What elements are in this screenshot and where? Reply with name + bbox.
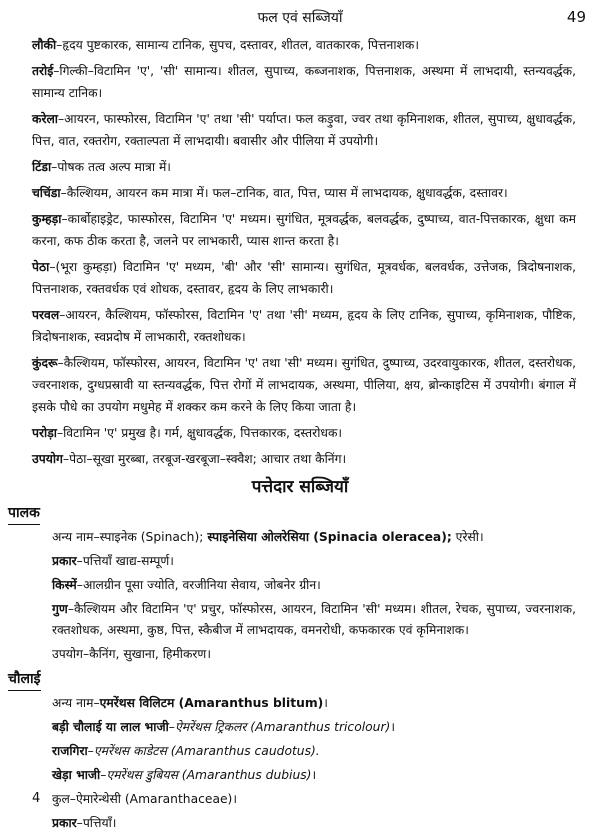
term-label: अन्य नाम [52, 696, 94, 710]
term-text: आलग्रीन पूसा ज्योति, वरजीनिया सेवाय, जोबनेर ग्रीन। [82, 578, 321, 592]
page-number: 49 [566, 8, 586, 26]
running-title: फल एवं सब्जियाँ [257, 10, 343, 26]
entry-term: चचिंडा [32, 186, 61, 200]
entry-tinda: टिंडा–पोषक तत्व अल्प मात्रा में। [32, 160, 171, 174]
entry-term: लौकी [32, 38, 57, 52]
entry-text: (भूरा कुम्हड़ा) विटामिन 'ए' मध्यम, 'बी' और 'सी' सामान्य। सुगंधित, मूत्रवर्धक, बलवर्धक, उत्तेजक, त्रिदोषनाशक, पित्तनाशक, रक्तवर्धक एवं शोधक, दस्तावर, हृदय के लिए लाभकारी। [32, 260, 576, 296]
entry-text: कैल्शियम, आयरन कम मात्रा में। फल–टानिक, वात, पित्त, प्यास में लाभदायक, क्षुधावर्द्धक, दस्तावर। [66, 186, 508, 200]
palak-heading: पालक [8, 502, 40, 525]
term-text: स्पाइनेक (Spinach); [99, 530, 208, 544]
entry-term: करेला [32, 112, 58, 126]
palak-varieties: किस्में–आलग्रीन पूसा ज्योति, वरजीनिया सेवाय, जोबनेर ग्रीन। [52, 578, 321, 592]
entry-parwal: परवल–आयरन, कैल्शियम, फॉस्फोरस, विटामिन 'ए' तथा 'सी' मध्यम, हृदय के लिए टानिक, सुपाच्य, कृमिनाशक, पौष्टिक, त्रिदोषनाशक, स्वप्नदोष में लाभकारी, रक्तशोधक। [32, 308, 576, 344]
palak-type: प्रकार–पत्तियाँ खाद्य-सम्पूर्ण। [52, 554, 174, 568]
palak-properties: गुण–कैल्शियम और विटामिन 'ए' प्रचुर, फॉस्फोरस, आयरन, विटामिन 'सी' मध्यम। शीतल, रेचक, सुपाच्य, ज्वरनाशक, रक्तशोधक, अस्थमा, कुष्ठ, पित्त, स्कैबीज में लाभदायक, वमनरोधी, कफकारक एवं कृमिनाशक। [52, 602, 576, 637]
entry-text: पेठा–सूखा मुरब्बा, तरबूज-खरबूजा–स्क्वैश; आचार तथा कैनिंग। [69, 452, 347, 466]
palak-use: उपयोग–कैनिंग, सुखाना, हिमीकरण। [52, 647, 211, 661]
palak-block [0, 502, 600, 665]
chaulai-kheda: खेड़ा भाजी–एमरेंथस डुबियस (Amaranthus dubius)। [52, 768, 317, 782]
entry-text: कार्बोहाइड्रेट, फास्फोरस, विटामिन 'ए' मध्यम। सुगंधित, मूत्रवर्द्धक, बलवर्द्धक, दुष्पाच्य, वात-पित्तकारक, क्षुधा कम करना, कफ ठीक करता है, जलने पर लाभकारी, प्यास शान्त करता है। [32, 212, 576, 248]
entry-text: विटामिन 'ए' प्रमुख है। गर्म, क्षुधावर्द्धक, पित्तकारक, दस्तरोधक। [63, 426, 343, 440]
term-label: प्रकार [52, 554, 77, 568]
chaulai-block [0, 668, 600, 834]
entry-upyog: उपयोग–पेठा–सूखा मुरब्बा, तरबूज-खरबूजा–स्क्वैश; आचार तथा कैनिंग। [32, 452, 347, 466]
term-text: ऐमरेंथस ट्रिकलर (Amaranthus tricolour) [174, 720, 391, 734]
entry-text: आयरन, फास्फोरस, विटामिन 'ए' तथा 'सी' पर्याप्त। फल कड़ुवा, ज्वर तथा कृमिनाशक, शीतल, सुपाच्य, क्षुधावर्द्धक, पित्त, वात, रक्तरोग, रक्ताल्पता में लाभदायी। बवासीर और पीलिया में उपयोगी। [32, 112, 576, 148]
chaulai-type: प्रकार–पत्तियाँ। [52, 816, 117, 830]
entry-text: आयरन, कैल्शियम, फॉस्फोरस, विटामिन 'ए' तथा 'सी' मध्यम, हृदय के लिए टानिक, सुपाच्य, कृमिनाशक, पौष्टिक, त्रिदोषनाशक, स्वप्नदोष में लाभकारी, रक्तशोधक। [32, 308, 576, 344]
section-title: पत्तेदार सब्जियाँ [251, 477, 349, 497]
entry-toroi: तरोई–गिल्की–विटामिन 'ए', 'सी' सामान्य। शीतल, सुपाच्य, कब्जनाशक, पित्तनाशक, अस्थमा में लाभदायी, स्तन्यवर्द्धक, सामान्य टानिक। [32, 64, 576, 100]
term-text: पत्तियाँ। [82, 816, 117, 830]
term-text: एमरेंथस डुबियस (Amaranthus dubius) [106, 768, 312, 782]
term-label: उपयोग [52, 647, 83, 661]
term-text: पत्तियाँ खाद्य-सम्पूर्ण। [82, 554, 174, 568]
entry-paroda: परोड़ा–विटामिन 'ए' प्रमुख है। गर्म, क्षुधावर्द्धक, पित्तकारक, दस्तरोधक। [32, 426, 343, 440]
entry-term: तरोई [32, 64, 54, 78]
term-tail: एरेसी। [451, 530, 484, 544]
entry-karela: करेला–आयरन, फास्फोरस, विटामिन 'ए' तथा 'सी' पर्याप्त। फल कड़ुवा, ज्वर तथा कृमिनाशक, शीतल, सुपाच्य, क्षुधावर्द्धक, पित्त, वात, रक्तरोग, रक्ताल्पता में लाभदायी। बवासीर और पीलिया में उपयोगी। [32, 112, 576, 148]
entry-lauki: लौकी–हृदय पुष्टकारक, सामान्य टानिक, सुपच, दस्तावर, शीतल, वातकारक, पित्तनाशक। [32, 38, 420, 52]
entry-term: कुंदरू [32, 356, 58, 370]
term-label: प्रकार [52, 816, 77, 830]
entry-term: परवल [32, 308, 60, 322]
term-label: बड़ी चौलाई या लाल भाजी [52, 720, 169, 734]
term-text: एमरेंथस काडेटस (Amaranthus caudotus). [93, 744, 320, 758]
entry-term: पेठा [32, 260, 50, 274]
entry-kumhda: कुम्हड़ा–कार्बोहाइड्रेट, फास्फोरस, विटामिन 'ए' मध्यम। सुगंधित, मूत्रवर्द्धक, बलवर्द्धक, दुष्पाच्य, वात-पित्तकारक, क्षुधा कम करना, कफ ठीक करता है, जलने पर लाभकारी, प्यास शान्त करता है। [32, 212, 576, 248]
chaulai-badi: बड़ी चौलाई या लाल भाजी–ऐमरेंथस ट्रिकलर (Amaranthus tricolour)। [52, 720, 395, 734]
palak-alt-names: अन्य नाम–स्पाइनेक (Spinach); स्पाइनेसिया ओलरेसिया (Spinacia oleracea); एरेसी। [52, 530, 484, 544]
scientific-name: स्पाइनेसिया ओलरेसिया (Spinacia oleracea); [207, 530, 452, 544]
term-label: किस्में [52, 578, 77, 592]
chaulai-heading: चौलाई [8, 668, 41, 691]
term-label: राजगिरा [52, 744, 88, 758]
chaulai-kul: कुल–ऐमारेन्थेसी (Amaranthaceae)। [52, 792, 238, 806]
term-text: कैनिंग, सुखाना, हिमीकरण। [89, 647, 211, 661]
entry-petha: पेठा–(भूरा कुम्हड़ा) विटामिन 'ए' मध्यम, 'बी' और 'सी' सामान्य। सुगंधित, मूत्रवर्धक, बलवर्धक, उत्तेजक, त्रिदोषनाशक, पित्तनाशक, रक्तवर्धक एवं शोधक, दस्तावर, हृदय के लिए लाभकारी। [32, 260, 576, 296]
term-text: ऐमारेन्थेसी (Amaranthaceae) [75, 792, 233, 806]
chaulai-rajgira: राजगिरा–एमरेंथस काडेटस (Amaranthus caudotus). [52, 744, 320, 758]
entry-text: गिल्की–विटामिन 'ए', 'सी' सामान्य। शीतल, सुपाच्य, कब्जनाशक, पित्तनाशक, अस्थमा में लाभदायी, स्तन्यवर्द्धक, सामान्य टानिक। [32, 64, 576, 100]
entry-term: परोड़ा [32, 426, 57, 440]
term-label: खेड़ा भाजी [52, 768, 101, 782]
entry-term: कुम्हड़ा [32, 212, 62, 226]
scientific-name: एमरेंथस विलिटम (Amaranthus blitum) [99, 696, 324, 710]
term-label: कुल [52, 792, 70, 806]
entry-kundru: कुंदरू–कैल्शियम, फॉस्फोरस, आयरन, विटामिन 'ए' तथा 'सी' मध्यम। सुगंधित, दुष्पाच्य, उदरवायुकारक, शीतल, दस्तरोधक, ज्वरनाशक, दुग्धप्रस्रावी या स्तन्यवर्द्धक, पित्त रोगों में लाभदायक, अस्थमा, पीलिया, क्षय, ब्रोन्काइटिस में उपयोगी। बंगाल में इसके पौधे का उपयोग मधुमेह में शक्कर कम करने के लिए किया जाता है। [32, 356, 576, 414]
entry-text: पोषक तत्व अल्प मात्रा में। [57, 160, 171, 174]
term-text: कैल्शियम और विटामिन 'ए' प्रचुर, फॉस्फोरस, आयरन, विटामिन 'सी' मध्यम। शीतल, रेचक, सुपाच्य, ज्वरनाशक, रक्तशोधक, अस्थमा, कुष्ठ, पित्त, स्कैबीज में लाभदायक, वमनरोधी, कफकारक एवं कृमिनाशक। [52, 602, 576, 637]
entry-term: टिंडा [32, 160, 52, 174]
footer-number: 4 [32, 791, 41, 806]
term-label: अन्य नाम [52, 530, 94, 544]
page-header [0, 8, 600, 28]
entry-chachinda: चचिंडा–कैल्शियम, आयरन कम मात्रा में। फल–टानिक, वात, पित्त, प्यास में लाभदायक, क्षुधावर्द्धक, दस्तावर। [32, 186, 508, 200]
term-label: गुण [52, 602, 68, 616]
chaulai-alt-names: अन्य नाम–एमरेंथस विलिटम (Amaranthus blitum)। [52, 696, 328, 710]
page-body [0, 34, 600, 837]
entry-term: उपयोग [32, 452, 63, 466]
entry-text: कैल्शियम, फॉस्फोरस, आयरन, विटामिन 'ए' तथा 'सी' मध्यम। सुगंधित, दुष्पाच्य, उदरवायुकारक, शीतल, दस्तरोधक, ज्वरनाशक, दुग्धप्रस्रावी या स्तन्यवर्द्धक, पित्त रोगों में लाभदायक, अस्थमा, पीलिया, क्षय, ब्रोन्काइटिस में उपयोगी। बंगाल में इसके पौधे का उपयोग मधुमेह में शक्कर कम करने के लिए किया जाता है। [32, 356, 576, 414]
entry-text: हृदय पुष्टकारक, सामान्य टानिक, सुपच, दस्तावर, शीतल, वातकारक, पित्तनाशक। [62, 38, 420, 52]
